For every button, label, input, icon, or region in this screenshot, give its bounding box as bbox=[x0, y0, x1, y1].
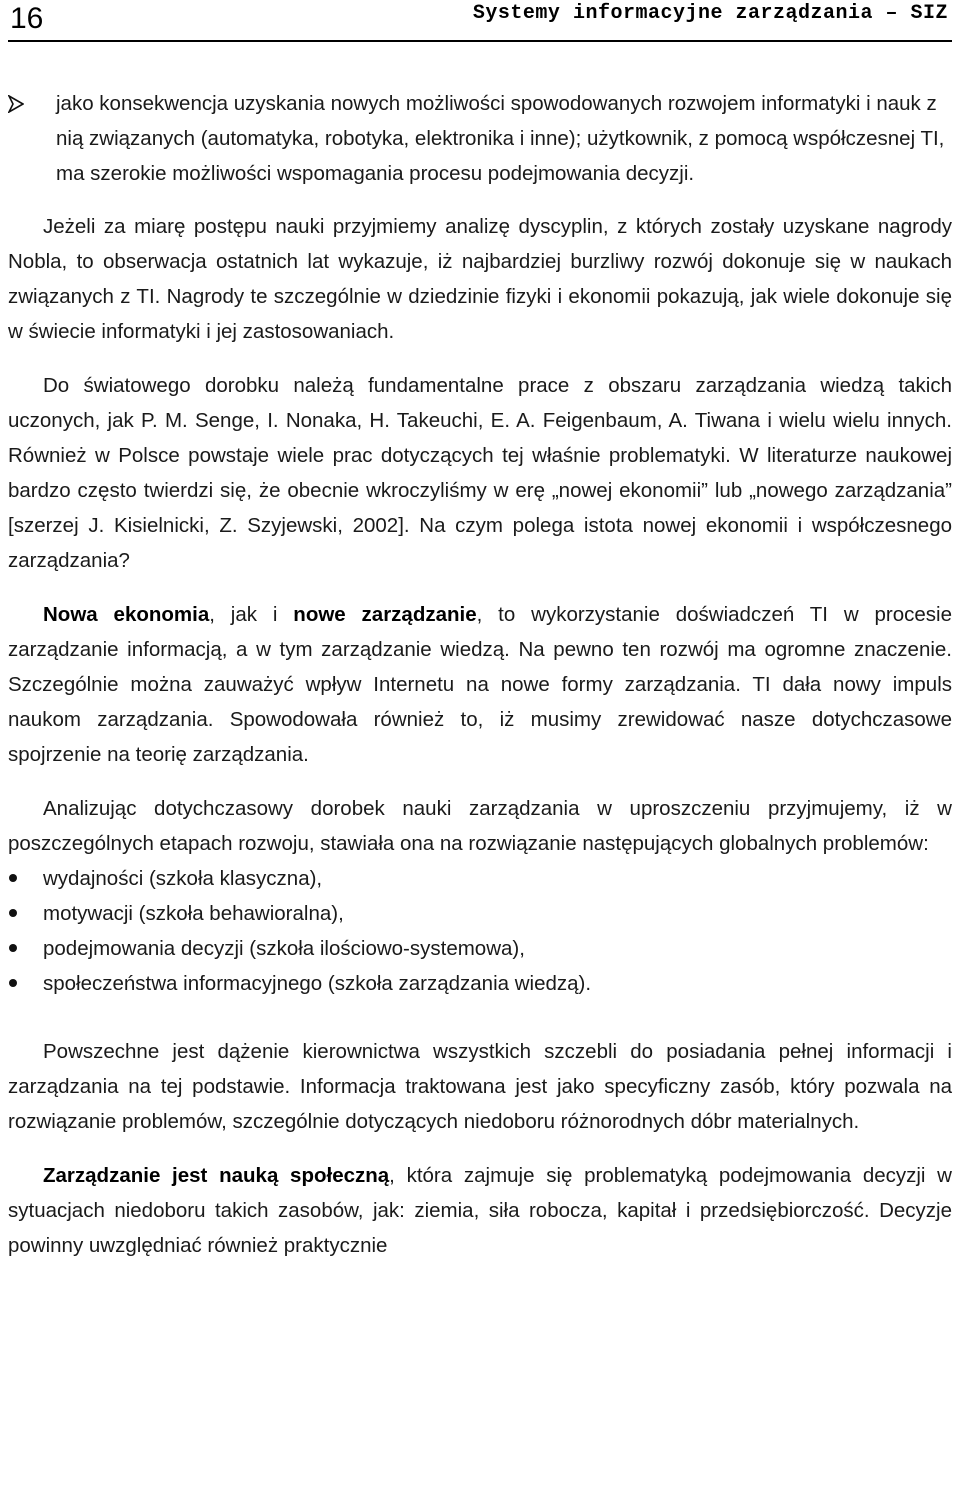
paragraph-text: , która zajmuje się problematyką podejmowania decyzji w sytuacjach niedoboru takich zasobów, jak: ziemia, siła robocza, kapitał i przedsiębiorczość. Decyzje powinny uwzględniać również praktycznie bbox=[8, 1164, 952, 1257]
page-number: 16 bbox=[10, 2, 44, 35]
bullet-icon bbox=[9, 874, 17, 882]
arrow-item-text: jako konsekwencja uzyskania nowych możliwości spowodowanych rozwojem informatyki i nauk z nią związanych (automatyka, robotyka, elektronika i inne); użytkownik, z pomocą współczesnej TI, ma szerokie możliwości wspomagania procesu podejmowania decyzji. bbox=[56, 92, 945, 185]
bullet-icon bbox=[9, 944, 17, 952]
running-title: Systemy informacyjne zarządzania – SIZ bbox=[472, 2, 948, 25]
term-management-social-science: Zarządzanie jest nauką społeczną bbox=[43, 1164, 390, 1187]
term-new-management: nowe zarządzanie bbox=[293, 603, 477, 626]
list-item: społeczeństwa informacyjnego (szkoła zarządzania wiedzą). bbox=[8, 966, 952, 1001]
bullet-icon bbox=[9, 909, 17, 917]
page-content bbox=[8, 86, 952, 1263]
list-item: motywacji (szkoła behawioralna), bbox=[8, 896, 952, 931]
paragraph-new-economy bbox=[8, 597, 952, 772]
list-item: podejmowania decyzji (szkoła ilościowo-systemowa), bbox=[8, 931, 952, 966]
problems-list bbox=[8, 861, 952, 1001]
bullet-icon bbox=[9, 979, 17, 987]
paragraph-management-science bbox=[8, 1158, 952, 1263]
paragraph-text: , to wykorzystanie doświadczeń TI w procesie zarządzanie informacją, a w tym zarządzanie wiedzą. Na pewno ten rozwój ma ogromne znaczenie. Szczególnie można zauważyć wpływ Internetu na nowe formy zarządzania. TI dała nowy impuls naukom zarządzania. Spowodowała również to, iż musimy zrewidować nasze dotychczasowe spojrzenie na teorię zarządzania. bbox=[8, 603, 952, 766]
arrow-list-item bbox=[8, 86, 952, 191]
paragraph-knowledge-management: Do światowego dorobku należą fundamentalne prace z obszaru zarządzania wiedzą takich uczonych, jak P. M. Senge, I. Nonaka, H. Takeuchi, E. A. Feigenbaum, A. Tiwana i wielu wielu innych. Również w Polsce powstaje wiele prac dotyczących tej właśnie problematyki. W literaturze naukowej bardzo często twierdzi się, że obecnie wkroczyliśmy w erę „nowej ekonomii” lub „nowego zarządzania” [szerzej J. Kisielnicki, Z. Szyjewski, 2002]. Na czym polega istota nowej ekonomii i współczesnego zarządzania? bbox=[8, 374, 952, 572]
paragraph-analysis: Analizując dotychczasowy dorobek nauki zarządzania w uproszczeniu przyjmujemy, iż w poszczególnych etapach rozwoju, stawiała ona na rozwiązanie następujących globalnych problemów: bbox=[8, 797, 952, 855]
paragraph-nobel: Jeżeli za miarę postępu nauki przyjmiemy analizę dyscyplin, z których zostały uzyskane nagrody Nobla, to obserwacja ostatnich lat wykazuje, iż najbardziej burzliwy rozwój dokonuje się w naukach związanych z TI. Nagrody te szczególnie w dziedzinie fizyki i ekonomii pokazują, jak wiele dokonuje się w świecie informatyki i jej zastosowaniach. bbox=[8, 215, 952, 343]
page-header bbox=[8, 0, 952, 42]
paragraph-information-resource: Powszechne jest dążenie kierownictwa wszystkich szczebli do posiadania pełnej informacji i zarządzania na tej podstawie. Informacja traktowana jest jako specyficzny zasób, który pozwala na rozwiązanie problemów, szczególnie dotyczących niedoboru różnorodnych dóbr materialnych. bbox=[8, 1040, 952, 1133]
paragraph-text: , jak i bbox=[209, 603, 294, 626]
term-new-economy: Nowa ekonomia bbox=[43, 603, 210, 626]
arrowhead-bullet-icon bbox=[8, 95, 24, 113]
list-item: wydajności (szkoła klasyczna), bbox=[8, 861, 952, 896]
